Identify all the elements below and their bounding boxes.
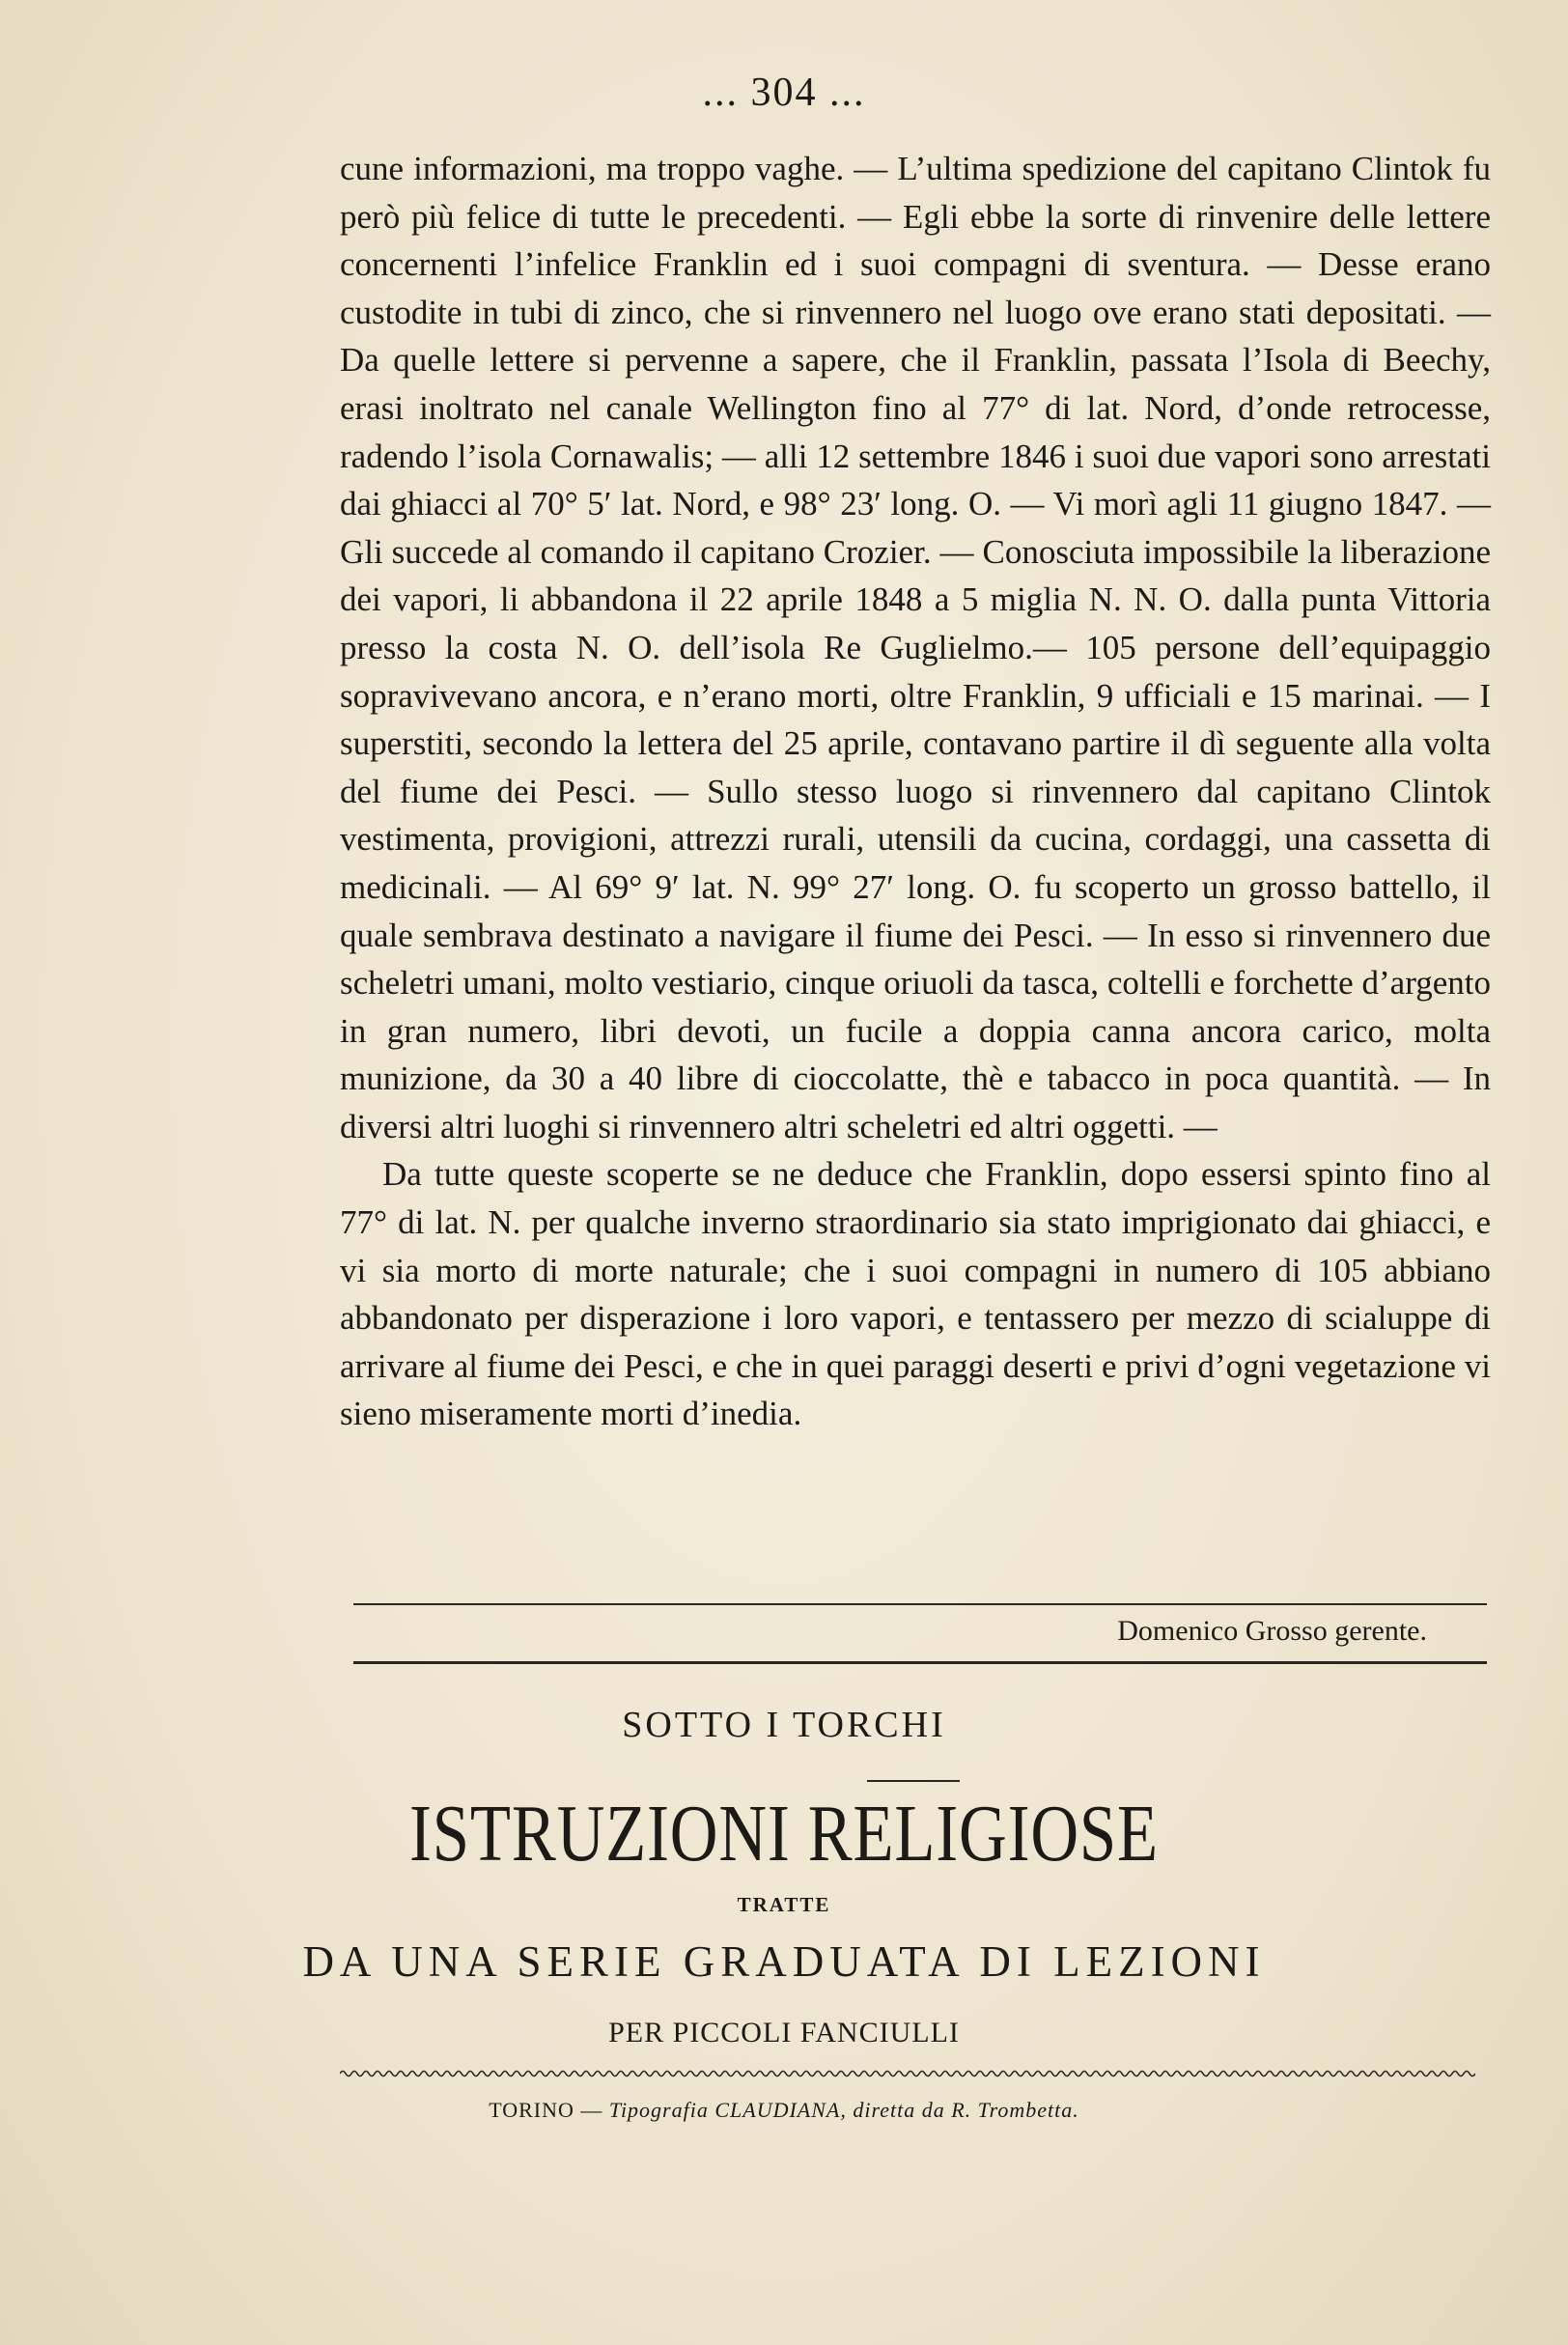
lower-rule [353,1661,1487,1664]
wavy-rule [340,2067,1475,2080]
paragraph-2: Da tutte queste scoperte se ne deduce che Franklin, dopo essersi spinto fino al 77° di lat. N. per qualche inverno straordinario sia stato imprigionato dai ghiacci, e vi sia morto di morte naturale; che i suoi compagni in numero di 105 abbiano abbandonato per disperazione i loro vapori, e tentassero per mezzo di scialuppe di arrivare al fiume dei Pesci, e che in quei paraggi deserti e privi d’ogni vegetazione vi sieno miseramente morti d’inedia. [340,1155,1491,1433]
imprint-place: TORINO [489,2098,574,2122]
body-text [340,145,1491,1438]
subtitle-large: DA UNA SERIE GRADUATA DI LEZIONI [302,1937,1266,1986]
announcement-heading: SOTTO I TORCHI [622,1705,946,1745]
imprint-printer: Tipografia CLAUDIANA, diretta da R. Trombetta. [608,2098,1079,2122]
subtitle-small: TRATTE [737,1893,831,1916]
short-divider [867,1780,960,1782]
page-number: ... 304 ... [702,71,866,115]
imprint [0,2098,1568,2123]
upper-rule [353,1603,1487,1605]
book-title: ISTRUZIONI RELIGIOSE [409,1789,1159,1879]
audience-line: PER PICCOLI FANCIULLI [608,2017,960,2048]
paragraph-1: cune informazioni, ma troppo vaghe. — L’ultima spedizione del capitano Clintok fu però più felice di tutte le precedenti. — Egli ebbe la sorte di rinvenire delle lettere concernenti l’infelice Franklin ed i suoi compagni di sventura. — Desse erano custodite in tubi di zinco, che si rinvennero nel luogo ove erano stati depositati. — Da quelle lettere si pervenne a sapere, che il Franklin, passata l’Isola di Beechy, erasi inoltrato nel canale Wellington fino al 77° di lat. Nord, d’onde retrocesse, radendo l’isola Cornawalis; — alli 12 settembre 1846 i suoi due vapori sono arrestati dai ghiacci al 70° 5′ lat. Nord, e 98° 23′ long. O. — Vi morì agli 11 giugno 1847. — Gli succede al comando il capitano Crozier. — Conosciuta impossibile la liberazione dei vapori, li abbandona il 22 aprile 1848 a 5 miglia N. N. O. dalla punta Vittoria presso la costa N. O. dell’isola Re Guglielmo.— 105 persone dell’equipaggio sopravivevano ancora, e n’erano morti, oltre Franklin, 9 ufficiali e 15 marinai. — I superstiti, secondo la lettera del 25 aprile, contavano partire il dì seguente alla volta del fiume dei Pesci. — Sullo stesso luogo si rinvennero dal capitano Clintok vestimenta, provigioni, attrezzi rurali, utensili da cucina, cordaggi, una cassetta di medicinali. — Al 69° 9′ lat. N. 99° 27′ long. O. fu scoperto un grosso battello, il quale sembrava destinato a navigare il fiume dei Pesci. — In esso si rinvennero due scheletri umani, molto vestiario, cinque oriuoli da tasca, coltelli e forchette d’argento in gran numero, libri devoti, un fucile a doppia canna ancora carico, molta munizione, da 30 a 40 libre di cioccolatte, thè e tabacco in poca quantità. — In diversi altri luoghi si rinvennero altri scheletri ed altri oggetti. — [340,150,1491,1145]
imprint-separator: — [580,2098,609,2122]
signature: Domenico Grosso gerente. [1117,1615,1427,1647]
